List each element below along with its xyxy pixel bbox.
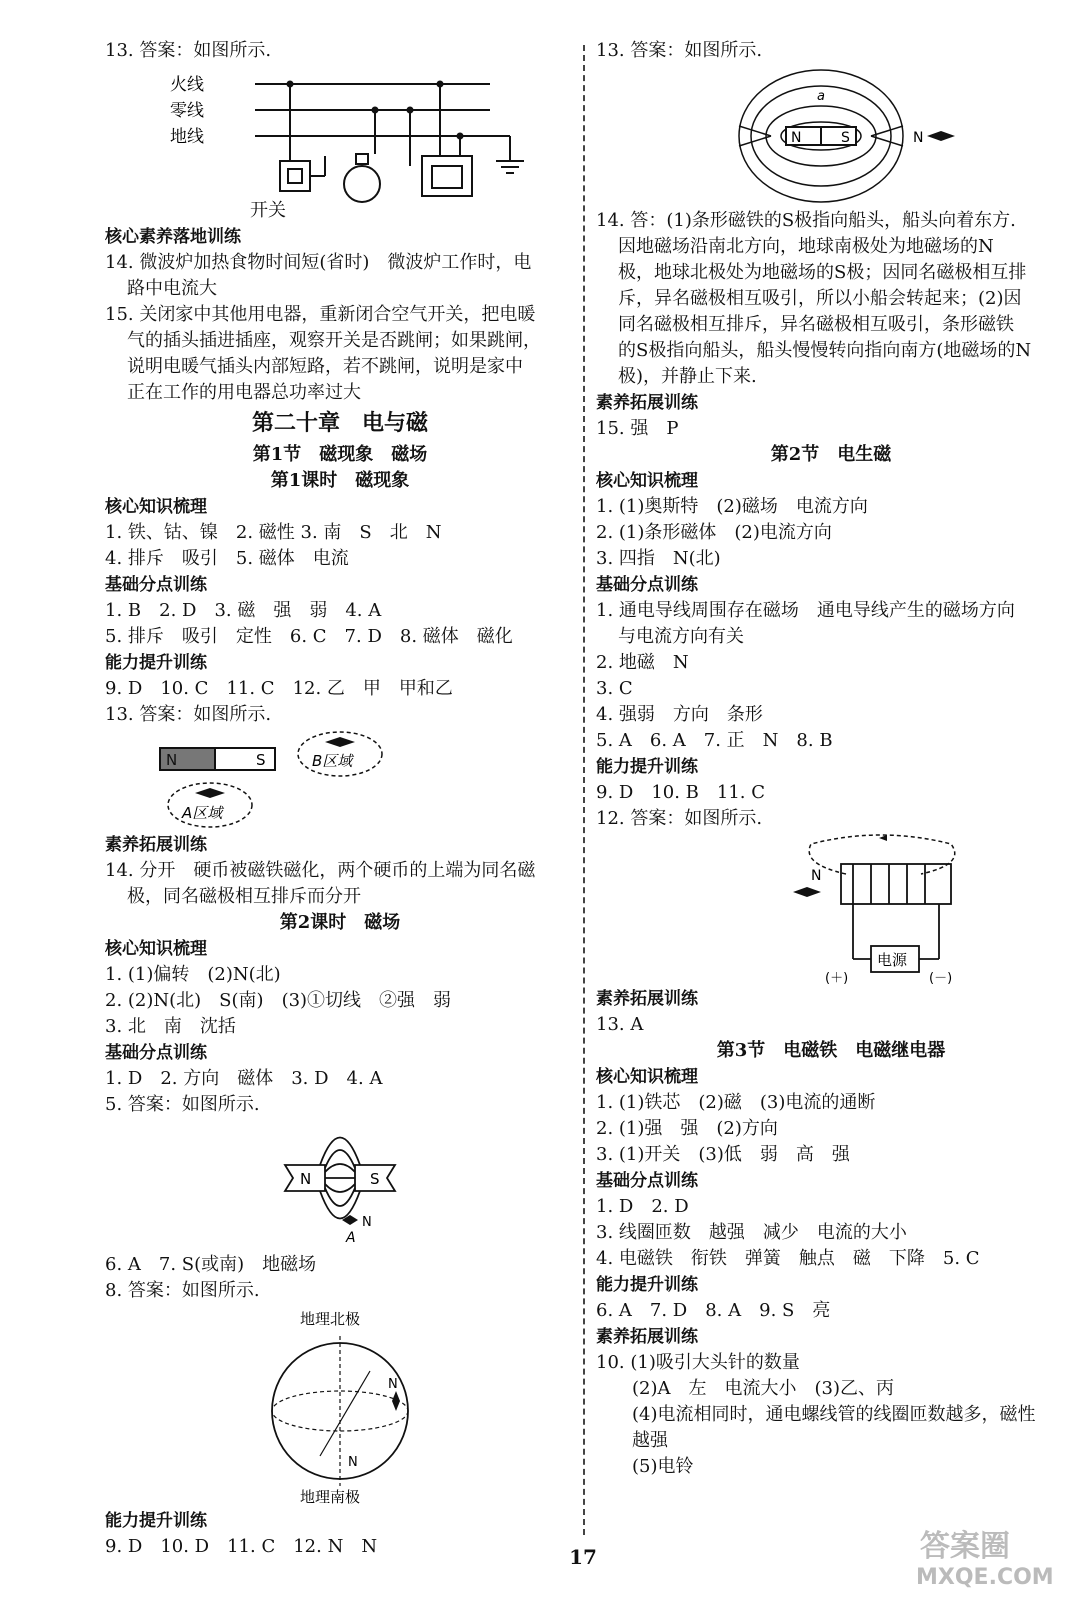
point-a-label: a [817, 89, 825, 104]
answer-line: 路中电流大 [127, 278, 217, 299]
section-heading: 基础分点训练 [105, 1043, 207, 1063]
answer-line: 1. (1)铁芯 (2)磁 (3)电流的通断 [596, 1092, 876, 1113]
section-title: 第3节 电磁铁 电磁继电器 [716, 1040, 946, 1061]
answer-line: 13. 答案：如图所示. [105, 704, 272, 725]
answer-line: 14. 微波炉加热食物时间短(省时) 微波炉工作时，电 [105, 252, 532, 273]
section-title: 第2节 电生磁 [770, 444, 892, 465]
section-heading: 素养拓展训练 [596, 393, 698, 413]
answer-line: 6. A 7. S(或南) 地磁场 [105, 1254, 317, 1275]
section-heading: 基础分点训练 [596, 1171, 698, 1191]
answer-line: 的S极指向船头，船头慢慢转向指向南方(地磁场的N [618, 340, 1032, 361]
answer-line: 9. D 10. C 11. C 12. 乙 甲 甲和乙 [105, 678, 453, 699]
answer-line: 1. B 2. D 3. 磁 强 弱 4. A [105, 600, 382, 621]
answer-line: 极，同名磁极相互排斥而分开 [127, 886, 361, 907]
column-divider [583, 45, 585, 1535]
answer-line: 说明电暖气插头内部短路，若不跳闸，说明是家中 [127, 356, 523, 377]
answer-line: 9. D 10. D 11. C 12. N N [105, 1536, 378, 1557]
geo-south-label: 地理南极 [300, 1488, 361, 1506]
live-wire-label: 火线 [170, 75, 204, 95]
answer-line: 正在工作的用电器总功率过大 [127, 382, 361, 403]
pole-n-label: N [348, 1455, 358, 1470]
answer-line: (2)A 左 电流大小 (3)乙、丙 [632, 1378, 894, 1399]
answer-line: (5)电铃 [632, 1456, 694, 1477]
bar-magnet-field-diagram [621, 66, 1041, 206]
watermark-logo [906, 1522, 1076, 1592]
region-b-label: B区域 [312, 752, 353, 770]
section-heading: 素养拓展训练 [596, 989, 698, 1009]
section-heading: 基础分点训练 [596, 575, 698, 595]
magnet-s-label: S [370, 1170, 380, 1188]
earth-magnetic-globe-diagram [130, 1306, 550, 1506]
section-title: 第1节 磁现象 磁场 [252, 444, 428, 465]
answer-line: 极，地球北极处为地磁场的S极；因同名磁极相互排 [618, 262, 1027, 283]
chapter-title: 第二十章 电与磁 [251, 411, 428, 436]
section-heading: 素养拓展训练 [596, 1327, 698, 1347]
magnet-s-label: S [256, 751, 266, 769]
answer-line: 8. 答案：如图所示. [105, 1280, 260, 1301]
positive-terminal-label: (＋) [825, 971, 849, 984]
answer-line: 5. A 6. A 7. 正 N 8. B [596, 730, 833, 751]
answer-line: 3. (1)开关 (3)低 弱 高 强 [596, 1144, 850, 1165]
watermark-brand: 答案圈 [920, 1529, 1010, 1564]
section-heading: 能力提升训练 [596, 1275, 698, 1295]
answer-line: 14. 答：(1)条形磁铁的S极指向船头，船头向着东方. [596, 210, 1016, 231]
answer-line: 3. 四指 N(北) [596, 548, 721, 569]
neutral-wire-label: 零线 [170, 101, 204, 121]
answer-line: 9. D 10. B 11. C [596, 782, 766, 803]
geo-north-label: 地理北极 [300, 1310, 361, 1328]
answer-line: 15. 关闭家中其他用电器，重新闭合空气开关，把电暖 [105, 304, 536, 325]
answer-line: 1. D 2. D [596, 1196, 689, 1217]
answer-line: 同名磁极相互排斥，异名磁极相互吸引，条形磁铁 [618, 314, 1014, 335]
section-heading: 核心知识梳理 [596, 1067, 698, 1087]
section-heading: 核心知识梳理 [596, 471, 698, 491]
answer-line: 14. 分开 硬币被磁铁磁化，两个硬币的上端为同名磁 [105, 860, 536, 881]
answer-line: 3. 北 南 沈括 [105, 1016, 236, 1037]
section-heading: 核心知识梳理 [105, 497, 207, 517]
answer-line: 2. (1)强 强 (2)方向 [596, 1118, 778, 1139]
watermark-url: MXQE.COM [916, 1565, 1054, 1590]
answer-line: (4)电流相同时，通电螺线管的线圈匝数越多，磁性 [632, 1404, 1036, 1425]
answer-line: 与电流方向有关 [618, 626, 744, 647]
magnet-n-label: N [300, 1170, 312, 1188]
answer-line: 3. C [596, 678, 633, 699]
magnet-n-label: N [791, 130, 802, 146]
answer-line: 12. 答案：如图所示. [596, 808, 763, 829]
magnetic-field-lines-diagram [130, 1120, 550, 1250]
bar-magnet-compass-diagram [130, 730, 550, 830]
solenoid-circuit-diagram [621, 834, 1041, 984]
magnet-n-label: N [166, 751, 178, 769]
left-column [105, 38, 575, 1560]
answer-line: 13. A [596, 1014, 644, 1035]
answer-line: 15. 强 P [596, 418, 679, 439]
page-number: 17 [569, 1545, 597, 1569]
right-column [596, 38, 1066, 1480]
section-heading: 核心素养落地训练 [105, 227, 241, 247]
section-heading: 能力提升训练 [105, 653, 207, 673]
ground-wire-label: 地线 [170, 127, 204, 147]
answer-line: 气的插头插进插座，观察开关是否跳闸；如果跳闸， [127, 330, 541, 351]
needle-n-label: N [811, 868, 822, 884]
power-source-label: 电源 [877, 951, 908, 969]
negative-terminal-label: (－) [929, 971, 953, 984]
section-heading: 核心知识梳理 [105, 939, 207, 959]
magnet-s-label: S [841, 130, 850, 146]
answer-line: 1. (1)奥斯特 (2)磁场 电流方向 [596, 496, 868, 517]
answer-line: 13. 答案：如图所示. [105, 40, 272, 61]
answer-line: 极)，并静止下来. [618, 366, 757, 387]
section-heading: 素养拓展训练 [105, 835, 207, 855]
answer-line: 1. (1)偏转 (2)N(北) [105, 964, 281, 985]
answer-line: 因地磁场沿南北方向，地球南极处为地磁场的N [618, 236, 994, 257]
answer-line: 越强 [632, 1430, 668, 1451]
answer-line: 2. (1)条形磁体 (2)电流方向 [596, 522, 832, 543]
answer-line: 13. 答案：如图所示. [596, 40, 763, 61]
household-circuit-diagram [130, 66, 550, 206]
needle-n-label: N [362, 1215, 372, 1230]
answer-line: 5. 答案：如图所示. [105, 1094, 260, 1115]
answer-line: 4. 强弱 方向 条形 [596, 704, 763, 725]
lesson-title: 第2课时 磁场 [279, 912, 401, 933]
answer-line: 10. (1)吸引大头针的数量 [596, 1352, 800, 1373]
answer-line: 6. A 7. D 8. A 9. S 亮 [596, 1300, 831, 1321]
answer-line: 斥，异名磁极相互吸引，所以小船会转起来；(2)因 [618, 288, 1022, 309]
needle-n-label: N [913, 130, 924, 146]
section-heading: 能力提升训练 [105, 1511, 207, 1531]
answer-line: 2. 地磁 N [596, 652, 689, 673]
lesson-title: 第1课时 磁现象 [270, 470, 410, 491]
region-a-label: A区域 [182, 804, 223, 822]
answer-line: 2. (2)N(北) S(南) (3)①切线 ②强 弱 [105, 990, 452, 1011]
answer-line: 1. D 2. 方向 磁体 3. D 4. A [105, 1068, 383, 1089]
answer-line: 4. 电磁铁 衔铁 弹簧 触点 磁 下降 5. C [596, 1248, 980, 1269]
answer-line: 1. 通电导线周围存在磁场 通电导线产生的磁场方向 [596, 600, 1015, 621]
switch-label: 开关 [250, 200, 286, 221]
section-heading: 能力提升训练 [596, 757, 698, 777]
answer-line: 3. 线圈匝数 越强 减少 电流的大小 [596, 1222, 907, 1243]
section-heading: 基础分点训练 [105, 575, 207, 595]
point-a-label: A [346, 1230, 356, 1246]
answer-line: 5. 排斥 吸引 定性 6. C 7. D 8. 磁体 磁化 [105, 626, 513, 647]
needle-n-label: N [388, 1377, 398, 1392]
answer-line: 1. 铁、钴、镍 2. 磁性 3. 南 S 北 N [105, 522, 442, 543]
answer-line: 4. 排斥 吸引 5. 磁体 电流 [105, 548, 349, 569]
